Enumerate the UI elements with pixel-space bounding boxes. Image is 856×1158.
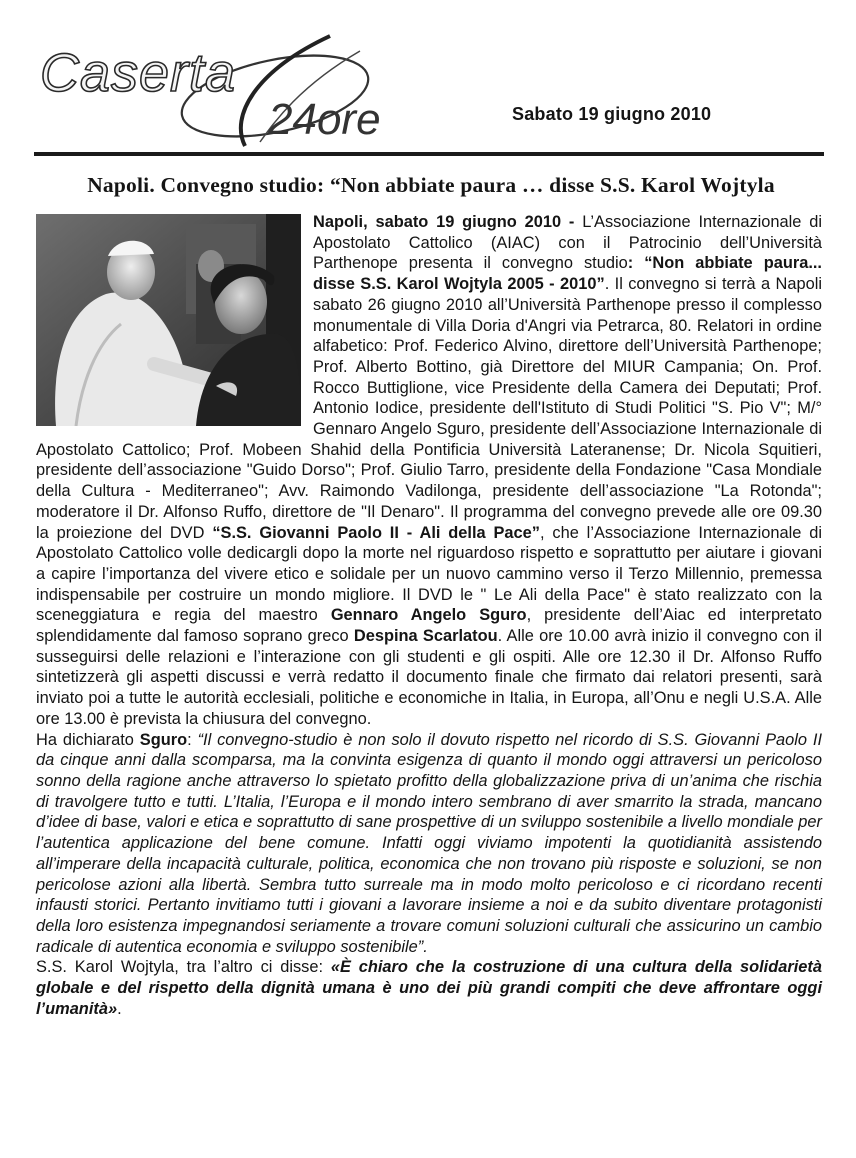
article-paragraph-closing: [36, 957, 822, 1019]
dvd-title: “S.S. Giovanni Paolo II - Ali della Pace”: [212, 523, 540, 542]
article-paragraph-quote: [36, 730, 822, 958]
text-run: . Alle ore 10.00 avrà inizio il convegno con il susseguirsi delle relazioni e l’interazione con gli studenti e gli ospiti. Alle ore 12.30 il Dr. Alfonso Ruffo sintetizzerà gli aspetti discussi e verrà redatto il documento finale che firmato dai relatori presenti, sarà inviato poi a tutte le autorità ecclesiali, politiche e economiche in Italia, in Europa, all’Onu e negli U.S.A. Alle ore 13.00 è prevista la chiusura del convegno.: [36, 627, 823, 728]
text-run: S.S. Karol Wojtyla, tra l’altro ci disse:: [36, 958, 331, 977]
text-run: . Il convegno si terrà a Napoli sabato 26 giugno 2010 all’Università Parthenope presso il complesso monumentale di Villa Doria d'Angri via Petrarca, 80. Relatori in ordine alfabetico: Prof. Federico Alvino, direttore dell’Università Parthenope; Prof. Alberto Bottino, già Direttore del MIUR Campania; On. Prof. Rocco Buttiglione, vice Presidente della Camera dei Deputati; Prof. Antonio Iodice, presidente dell'Istituto di Studi Politici "S. Pio V"; M/° Gennaro Angelo Sguro, presidente dell’Associazione Internazionale di Apostolato Cattolico; Prof. Mobeen Shahid della Pontificia Università Lateranense; Dr. Nicola Squitieri, presidente dell’associazione "Guido Dorso"; Prof. Giulio Tarro, presidente della Fondazione "Casa Mondiale della Cultura - Mediterraneo"; Avv. Raimondo Vadilonga, presidente dell’associazione "La Rotonda"; moderatore il Dr. Alfonso Ruffo, direttore de "Il Denaro". Il programma del convegno prevede alle ore 09.30 la proiezione del DVD: [36, 275, 823, 542]
photo-spacer: [36, 212, 313, 434]
logo-graphic: [30, 26, 430, 156]
speaker-name: Sguro: [139, 730, 188, 749]
svg-text:Caserta: Caserta: [40, 43, 237, 103]
article-headline: Napoli. Convegno studio: “Non abbiate paura … disse S.S. Karol Wojtyla: [87, 173, 775, 197]
text-run: :: [187, 730, 198, 749]
svg-text:24ore: 24ore: [268, 95, 381, 144]
conference-title: : “Non abbiate paura... disse S.S. Karol Wojtyla 2005 - 2010”: [313, 254, 822, 294]
speaker-quote: “Il convegno-studio è non solo il dovuto rispetto nel ricordo di S.S. Giovanni Paolo II da cinque anni dalla scomparsa, ma la convinta esigenza di quanto il mondo oggi attraversi un pericoloso sonno della ragione anche attraverso lo spietato profitto della globalizzazione priva di un’anima che rischia di travolgere tutto e tutti. L’Italia, l’Europa e il mondo intero sembrano di aver smarrito la strada, mancano d’idee di base, valori e etica e soprattutto di sane prospettive di un sviluppo sostenibile a livello mondiale per l’autentica applicazione del bene comune. Infatti oggi viviamo impotenti la quotidianità assistendo all’imperare della incapacità culturale, politica, economica che non trovano più risposte e soluzioni, se non pericolose azioni alla libertà. Sembra tutto surreale ma in modo molto pericoloso e ci ricordano recenti infausti storici. Pertanto invitiamo tutti i giovani a lavorare insieme a noi e da subito diventare protagonisti della loro esistenza impegnandosi seriamente a trovare comuni soluzioni culturali che assicurino un cambio radicale di autentica economia e sviluppo sostenibile”.: [36, 730, 822, 956]
dateline: Napoli, sabato 19 giugno 2010 -: [313, 213, 583, 231]
wojtyla-quote: «È chiaro che la costruzione di una cultura della solidarietà globale e del rispetto della dignità umana è uno dei più grandi compiti che deve affrontare oggi l’umanità»: [36, 958, 822, 1018]
header-divider: [34, 152, 824, 156]
issue-date: Sabato 19 giugno 2010: [512, 104, 712, 124]
text-run: .: [117, 999, 122, 1018]
director-name: Gennaro Angelo Sguro: [330, 606, 527, 625]
text-run: , presidente dell’Aiac ed interpretato splendidamente dal famoso soprano greco: [36, 606, 822, 646]
masthead-logo: [30, 26, 430, 156]
text-run: Ha dichiarato: [36, 730, 140, 749]
text-run: , che l’Associazione Internazionale di Apostolato Cattolico volle dedicargli dopo la morte nel riguardoso rispetto e soprattutto per aiutare i giovani a capire l’importanza del vivere etico e solidale per un nuovo cammino verso il Terzo Millennio, premessa indispensabile per costruire un mondo migliore. Il DVD le " Le Ali della Pace" è stato realizzato con la sceneggiatura e regia del maestro: [36, 523, 822, 625]
article-body: [36, 212, 822, 1019]
text-run: L’Associazione Internazionale di Apostolato Cattolico (AIAC) con il Patrocinio dell’Università Parthenope presenta il convegno studio: [313, 213, 822, 273]
soprano-name: Despina Scarlatou: [353, 627, 498, 646]
